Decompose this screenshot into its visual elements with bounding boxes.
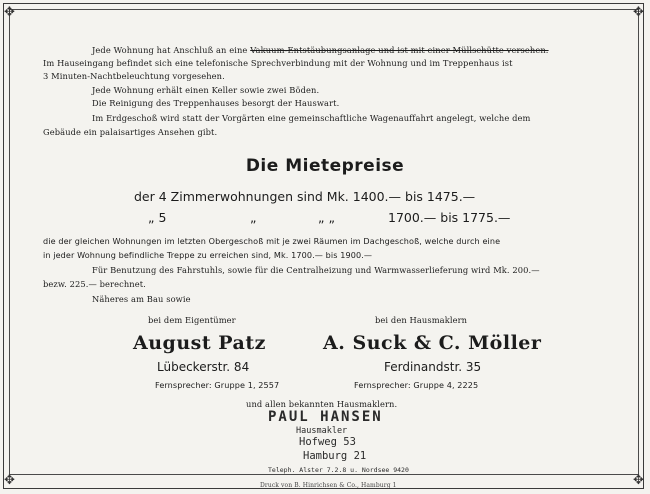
elevator-line1: Für Benutzung des Fahrstuhls, sowie für die Centralheizung und Warmwasserlieferung wird Mk. 200.— [92, 265, 540, 275]
price-row-2-amount: 1700.— bis 1775.— [388, 210, 511, 225]
agent-name: A. Suck & C. Möller [323, 332, 542, 354]
corner-ornament-top-left: ✥ [4, 5, 15, 20]
corner-ornament-bottom-right: ✥ [633, 473, 644, 488]
owner-intro: bei dem Eigentümer [148, 315, 236, 325]
price-row-2-rooms: „ 5 [148, 210, 167, 225]
p4-line1: Im Erdgeschoß wird statt der Vorgärten eine gemeinschaftliche Wagenauffahrt angelegt, welche dem [92, 113, 531, 123]
owner-phone: Fernsprecher: Gruppe 1, 2557 [155, 380, 280, 390]
price-row-2-ditto-2: „ „ [318, 210, 335, 225]
other-agents-line: und allen bekannten Hausmaklern. [246, 399, 398, 409]
agent-street: Ferdinandstr. 35 [384, 360, 482, 374]
owner-street: Lübeckerstr. 84 [157, 360, 250, 374]
stamp-role: Hausmakler [296, 426, 348, 436]
stamp-name: PAUL HANSEN [268, 409, 383, 425]
more-info-line: Näheres am Bau sowie [92, 294, 191, 304]
agent-intro: bei den Hausmaklern [375, 315, 468, 325]
p1-line1 [92, 45, 549, 55]
attic-line1: die der gleichen Wohnungen im letzten Obergeschoß mit je zwei Räumen im Dachgeschoß, welche durch eine [43, 236, 501, 246]
elevator-line2: bezw. 225.— berechnet. [43, 279, 146, 289]
p2-line: Jede Wohnung erhält einen Keller sowie zwei Böden. [92, 85, 320, 95]
stamp-city: Hamburg 21 [303, 450, 367, 462]
stamp-phone: Teleph. Alster 7.2.8 u. Nordsee 9420 [268, 466, 409, 474]
agent-phone: Fernsprecher: Gruppe 4, 2225 [354, 380, 479, 390]
stamp-street: Hofweg 53 [299, 436, 356, 448]
p1-line2: Im Hauseingang befindet sich eine telefonische Sprechverbindung mit der Wohnung und im Treppenhaus ist [43, 58, 513, 68]
section-heading: Die Mietepreise [245, 156, 405, 176]
p4-line2: Gebäude ein palaisartiges Ansehen gibt. [43, 127, 218, 137]
price-row-2-ditto-1: „ [250, 210, 257, 225]
corner-ornament-bottom-left: ✥ [4, 473, 15, 488]
printer-imprint: Druck von B. Hinrichsen & Co., Hamburg 1 [260, 482, 397, 489]
p1-line1-struck-text: Vakuum-Entstäubungsanlage und ist mit einer Müllschütte versehen. [250, 45, 549, 55]
p1-line1-text: Jede Wohnung hat Anschluß an eine [92, 45, 248, 55]
p3-line: Die Reinigung des Treppenhauses besorgt der Hauswart. [92, 98, 340, 108]
p1-line3: 3 Minuten-Nachtbeleuchtung vorgesehen. [43, 71, 225, 81]
corner-ornament-top-right: ✥ [633, 5, 644, 20]
attic-line2: in jeder Wohnung befindliche Treppe zu erreichen sind, Mk. 1700.— bis 1900.— [43, 250, 373, 260]
price-row-1: der 4 Zimmerwohnungen sind Mk. 1400.— bis 1475.— [134, 189, 476, 204]
owner-name: August Patz [133, 332, 266, 354]
